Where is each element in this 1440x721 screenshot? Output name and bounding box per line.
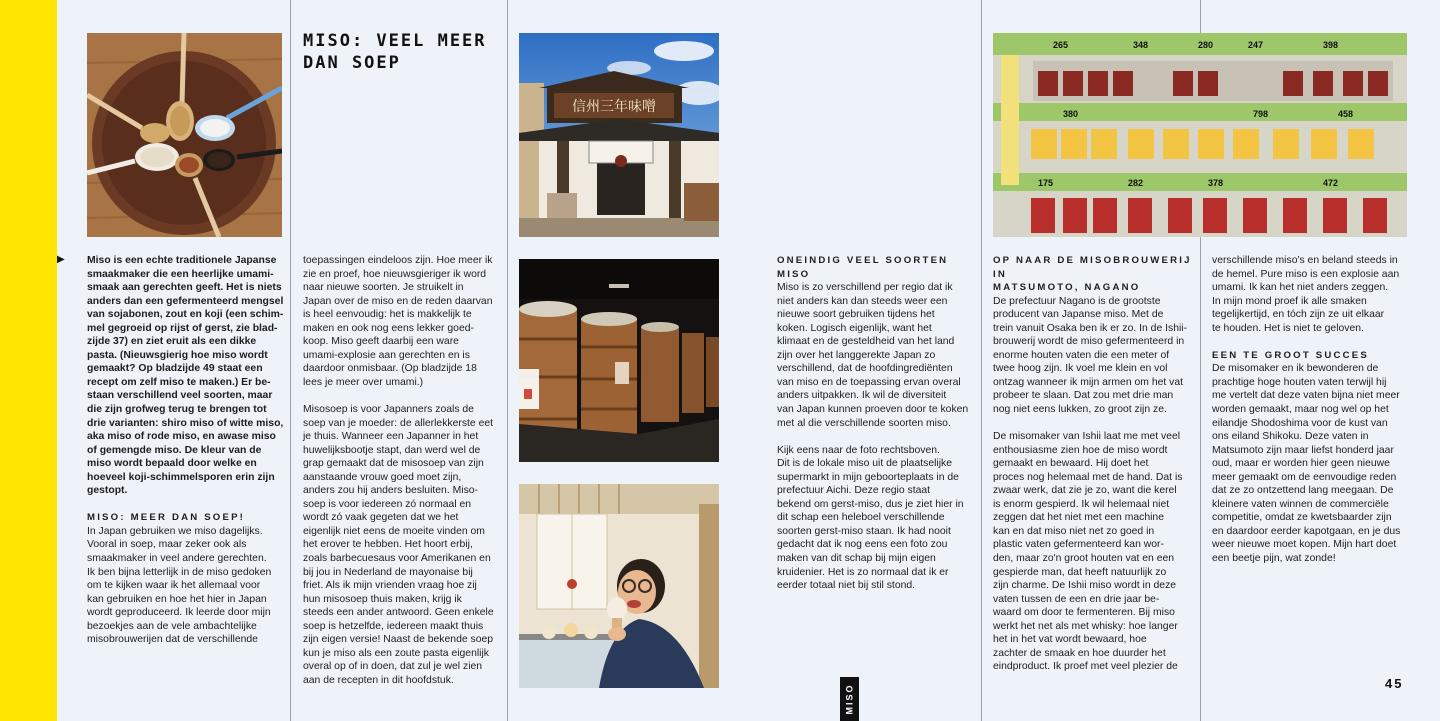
column-4 [777,254,977,593]
price-tag: 472 [1323,178,1339,188]
section-heading: ONEINDIG VEEL SOORTEN MISO [777,255,949,280]
yellow-edge-band [0,0,57,721]
column-divider [290,0,291,721]
photo-woman-ice-cream [519,484,719,688]
body-paragraph: Misosoep is voor Japanners zoals de soep van je moeder: de allerlekkerste eet je thuis. Wanneer een Japanner in het huwelijksbootje stapt, dan werd wel de grap gemaakt dat de misosoep van zijn aanstaande vrouw goed moet zijn, anders zou hij anders besluiten. Miso- soep is voor iedereen zó normaal en wordt zó vaak gegeten dat we het eigenlijk niet eens de moeite vinden om het erover te hebben. Het hoort erbij, zoals barbecuesaus voor Amerikanen en bij jou in Nederland de mayonaise bij friet. Als ik mijn vrienden vraag hoe zij hun misosoep thuis maken, krijg ik steeds een ander antwoord. Geen enkele soep is hetzelfde, iedereen maakt thuis zijn eigen versie! Naast de bekende soep kun je miso als een zoute pasta eigenlijk overal op of in doen, dat zul je wel zien aan de recepten in dit hoofdstuk. [303,404,494,686]
triangle-right-icon: ▶ [57,254,65,265]
section-side-tab [840,677,859,721]
page-title: MISO: VEEL MEER DAN SOEP [303,31,487,73]
body-paragraph: In Japan gebruiken we miso dagelijks. Vooral in soep, maar zeker ook als smaakmaker in veel andere gerechten. Ik ben bijna letterlijk in de miso gedoken om te kijken waar ik het allemaal voor kan gebruiken en hoe het hier in Japan wordt geproduceerd. Ik leerde door mijn bezoekjes aan de vele ambachtelijke misobrouwerijen dat de verschillende [87,525,272,646]
section-heading: EEN TE GROOT SUCCES [1212,349,1369,361]
column-1 [87,254,287,647]
price-tag: 247 [1248,40,1264,50]
price-tag: 798 [1253,109,1269,119]
price-tag: 458 [1338,109,1354,119]
column-6 [1212,254,1412,566]
body-paragraph: verschillende miso's en beland steeds in de hemel. Pure miso is een explosie aan umami. Ik kan het niet anders zeggen. In mijn mond proef ik alle smaken tegelijkertijd, en tóch zijn ze uit elkaar te houden. Het is niet te geloven. [1212,255,1400,334]
price-tag: 282 [1128,178,1144,188]
body-paragraph: De prefectuur Nagano is de grootste producent van Japanse miso. Met de trein vanuit Osaka ben ik er zo. In de Ishii- brouwerij wordt de miso gefermenteerd in enorme houten vaten die een meter of twee hoog zijn. Ik voel me klein en vol ontzag wanneer ik mijn armen om het vat probeer te slaan. Dat zou met drie man nog niet eens lukken, zo groot zijn ze. [993,295,1188,416]
body-paragraph: toepassingen eindeloos zijn. Hoe meer ik zie en proef, hoe nieuwsgieriger ik word naar nieuwe soorten. Je struikelt in Japan over de miso en de reden daarvan is heel eenvoudig: het is makkelijk te maken en ook nog eens lekker goed- koop. Miso geeft daarbij een ware umami-explosie aan gerechten en is daardoor onmisbaar. (Op bladzijde 18 lees je meer over umami.) [303,255,493,388]
photo-miso-spoons [87,33,282,237]
price-tag: 380 [1063,109,1079,119]
price-tag: 280 [1198,40,1214,50]
price-tag: 265 [1053,40,1069,50]
column-divider [981,0,982,721]
side-tab-label: MISO [844,683,855,715]
price-tag: 348 [1133,40,1149,50]
price-tag: 378 [1208,178,1224,188]
page-number: 45 [1385,676,1404,691]
photo-wooden-vats [519,259,719,462]
brewery-sign-text: 信州三年味噌 [572,99,656,115]
price-tag: 175 [1038,178,1054,188]
section-heading: OP NAAR DE MISOBROUWERIJ IN MATSUMOTO, NAGANO [993,255,1192,294]
body-paragraph: Kijk eens naar de foto rechtsboven. Dit is de lokale miso uit de plaatselijke supermarkt in mijn geboorteplaats in de prefectuur Aichi. Deze regio staat bekend om gerst-miso, dus je ziet hier in dit schap een heleboel verschillende soorten gerst-miso staan. Ik had nooit gedacht dat ik nog eens een foto zou maken van dit schap bij mijn eigen kruidenier. Het is zo normaal dat ik er eerder totaal niet bij stil stond. [777,444,964,592]
column-2 [303,254,503,688]
body-paragraph: Miso is zo verschillend per regio dat ik niet anders kan dan steeds weer een nieuwe soort gebruiken tijdens het koken. Logisch eigenlijk, want het klimaat en de gesteldheid van het land zijn over het langgerekte Japan zo verschillend, dat de hoofdingrediënten van miso en de toepassing ervan overal anders uitpakken. Ik wil de diversiteit van Japan kunnen proeven door te koken met al die verschillende soorten miso. [777,282,969,429]
column-5 [993,254,1197,674]
body-paragraph: De misomaker en ik bewonderen de prachtige hoge houten vaten terwijl hij me vertelt dat deze vaten bijna niet meer worden gemaakt, maar nog wel op het eilandje Shodoshima voor de kust van ons eiland Shikoku. Deze vaten in Matsumoto zijn maar liefst honderd jaar oud, maar er worden hier geen nieuwe meer gemaakt om de eenvoudige reden dat ze zo ontzettend lang meegaan. De kleinere vaten winnen de commerciële competitie, omdat ze kwetsbaarder zijn en daardoor eerder kapotgaan, en je dus weer nieuwe moet kopen. Mijn hart doet een beetje pijn, wat zonde! [1212,363,1401,565]
intro-paragraph: Miso is een echte traditionele Japanse smaakmaker die een heerlijke umami- smaak aan gerechten geeft. Het is niets anders dan een gefermenteerd mengsel van sojabonen, zout en koji (een schim- mel gegroeid op rijst of gerst, zie blad- zijde 37) en ziet eruit als een dikke pasta. (Nieuwsgierig hoe miso wordt gemaakt? Op bladzijde 49 staat een recept om zelf miso te maken.) Er be- staan verschillend veel soorten, maar die zijn grofweg terug te brengen tot drie varianten: shiro miso of witte miso, aka miso of rode miso, en awase miso of gemengde miso. De kleur van de miso wordt bepaald door welke en hoeveel koji-schimmelsporen erin zijn gestopt. [87,255,284,497]
price-tag: 398 [1323,40,1339,50]
body-paragraph: De misomaker van Ishii laat me met veel enthousiasme zien hoe de miso wordt gemaakt en bewaard. Hij doet het proces nog helemaal met de hand. Dat is zwaar werk, dat zie je zo, want die kerel is enorm gespierd. Ik wil helemaal niet zeggen dat het niet met een machine kan en dat miso niet net zo goed in plastic vaten gefermenteerd kan wor- den, maar zo'n groot houten vat en een gespierde man, dat heeft natuurlijk zo zijn charme. De Ishii miso wordt in deze vaten tussen de een en drie jaar be- waard om door te fermenteren. Bij miso werkt het net als met whisky: hoe langer het in het vat wordt bewaard, hoe zachter de smaak en hoe duurder het eindproduct. Ik proef met veel plezier de [993,431,1183,673]
column-divider [507,0,508,721]
photo-supermarket-shelf [993,33,1407,237]
section-heading: MISO: MEER DAN SOEP! [87,512,246,524]
photo-brewery-facade [519,33,719,237]
